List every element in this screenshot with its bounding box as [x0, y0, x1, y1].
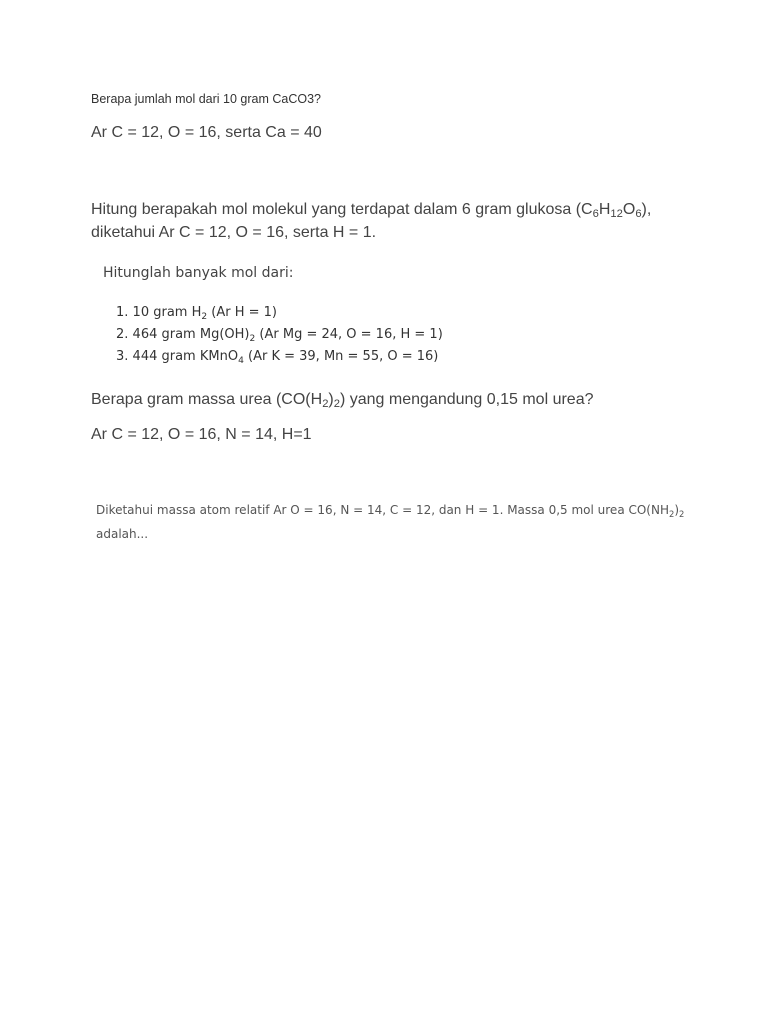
- formula-paren: ): [328, 391, 334, 408]
- list-text-end: (Ar H = 1): [207, 305, 278, 320]
- formula-subscript: 2: [201, 312, 208, 322]
- question-5-line-1: [96, 498, 684, 522]
- list-item: [116, 302, 443, 324]
- list-item: [116, 346, 443, 368]
- question-1-title: Berapa jumlah mol dari 10 gram CaCO3?: [91, 92, 321, 106]
- formula-subscript: 2: [679, 509, 685, 519]
- list-text: 10 gram H: [132, 305, 202, 320]
- formula-subscript: 2: [249, 334, 256, 344]
- formula-subscript: 4: [238, 356, 244, 366]
- list-text-end: (Ar Mg = 24, O = 16, H = 1): [255, 327, 443, 342]
- question-5-line-2: adalah...: [96, 527, 149, 541]
- question-4-given: Ar C = 12, O = 16, N = 14, H=1: [91, 426, 312, 443]
- question-5: [96, 498, 684, 546]
- question-2-text-end: ),: [641, 201, 652, 218]
- question-2: [91, 198, 651, 244]
- question-2-line-1: [91, 198, 651, 221]
- formula-subscript: 2: [322, 398, 329, 410]
- list-text: 464 gram Mg(OH): [132, 327, 250, 342]
- formula-element: O: [622, 201, 636, 218]
- list-number: 3.: [116, 349, 129, 364]
- formula-subscript: 6: [592, 208, 599, 220]
- question-4-title: [91, 391, 594, 409]
- question-2-text: Hitung berapakah mol molekul yang terdapat dalam 6 gram glukosa (C: [91, 201, 593, 218]
- question-1-given: Ar C = 12, O = 16, serta Ca = 40: [91, 124, 322, 141]
- question-3-title: Hitunglah banyak mol dari:: [103, 265, 294, 281]
- list-number: 2.: [116, 327, 129, 342]
- list-text: 444 gram KMnO: [132, 349, 239, 364]
- question-4-text-end: ) yang mengandung 0,15 mol urea?: [339, 391, 594, 408]
- formula-subscript: 2: [333, 398, 340, 410]
- formula-element: H: [598, 201, 611, 218]
- list-number: 1.: [116, 305, 129, 320]
- list-item: [116, 324, 443, 346]
- question-5-text: Diketahui massa atom relatif Ar O = 16, N = 14, C = 12, dan H = 1. Massa 0,5 mol urea CO(NH: [96, 503, 669, 517]
- formula-paren: ): [674, 503, 680, 517]
- list-text-end: (Ar K = 39, Mn = 55, O = 16): [243, 349, 439, 364]
- question-4-text: Berapa gram massa urea (CO(H: [91, 391, 323, 408]
- formula-subscript: 12: [610, 208, 623, 220]
- formula-subscript: 6: [635, 208, 642, 220]
- question-2-line-2: diketahui Ar C = 12, O = 16, serta H = 1.: [91, 224, 377, 241]
- question-3-list: [116, 302, 443, 368]
- formula-subscript: 2: [669, 509, 675, 519]
